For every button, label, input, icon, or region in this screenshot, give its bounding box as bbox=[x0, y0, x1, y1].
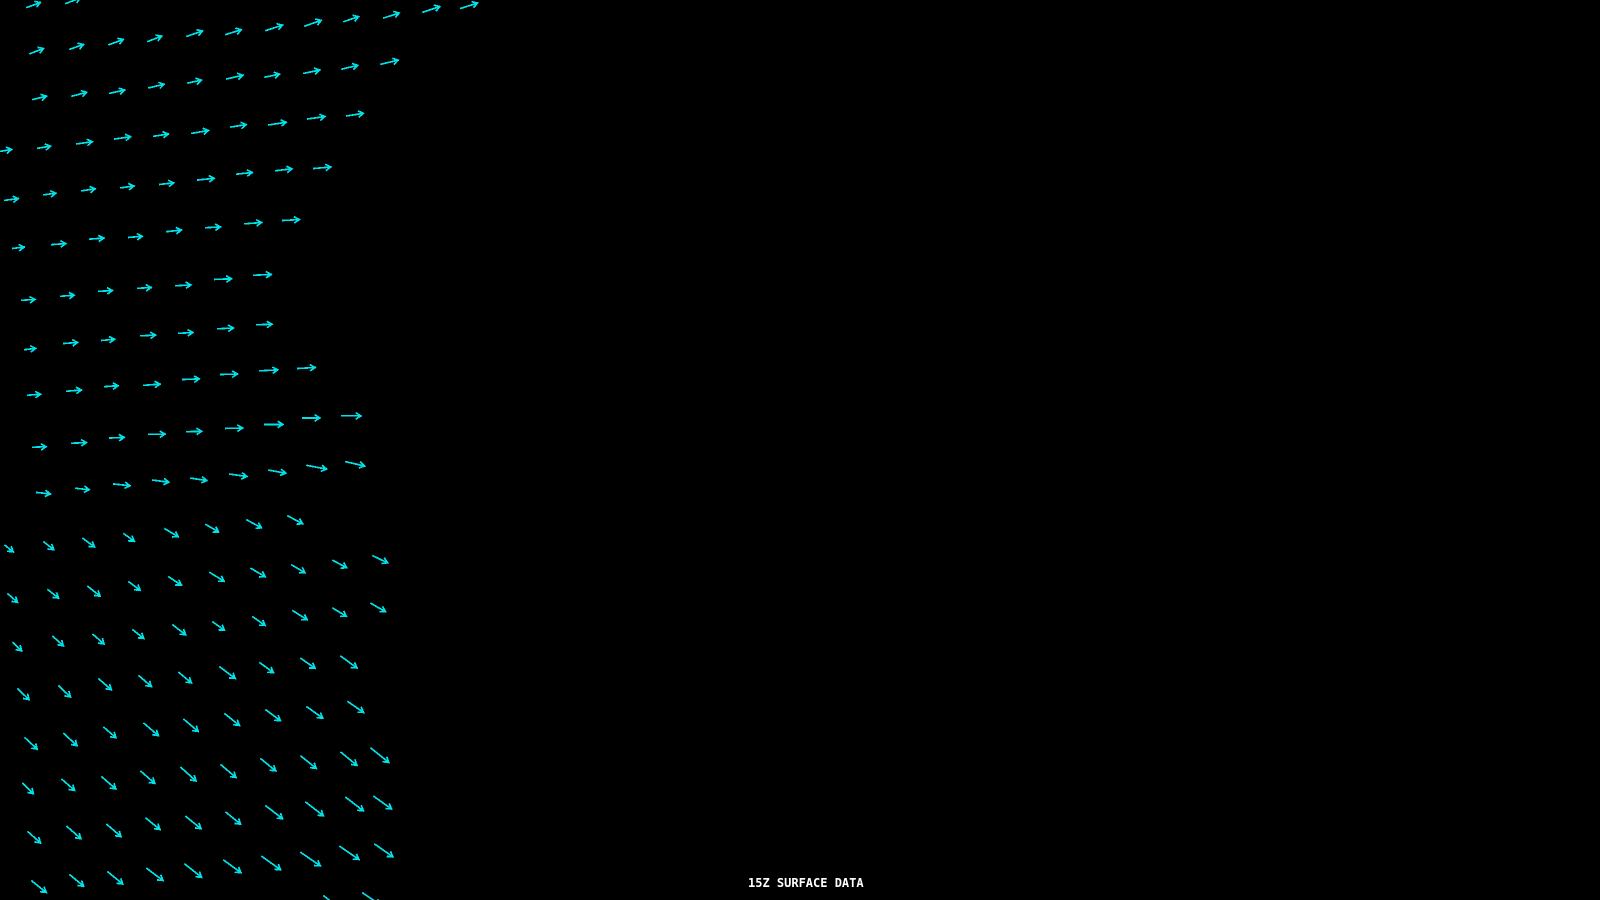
wind-arrow bbox=[301, 756, 316, 768]
wind-arrow bbox=[333, 608, 346, 616]
wind-arrow bbox=[304, 68, 320, 73]
wind-arrow bbox=[269, 120, 286, 126]
wind-arrow bbox=[187, 429, 202, 435]
wind-arrow bbox=[260, 367, 278, 373]
plot-caption: 15Z SURFACE DATA bbox=[748, 876, 864, 890]
wind-arrow bbox=[187, 30, 202, 37]
wind-arrow bbox=[224, 860, 241, 872]
wind-arrow bbox=[384, 12, 399, 18]
wind-arrow bbox=[83, 538, 94, 547]
wind-arrow bbox=[141, 771, 155, 783]
wind-arrow bbox=[226, 425, 243, 431]
wind-arrow bbox=[342, 64, 358, 69]
wind-arrow bbox=[146, 818, 160, 829]
wind-arrow bbox=[99, 288, 112, 294]
wind-arrow bbox=[213, 622, 224, 630]
wind-arrow bbox=[25, 346, 36, 352]
wind-arrow bbox=[266, 806, 283, 819]
wind-arrow bbox=[292, 565, 305, 573]
wind-arrow bbox=[70, 43, 83, 49]
wind-arrow bbox=[59, 686, 70, 697]
wind-arrow bbox=[160, 181, 174, 187]
wind-arrow bbox=[461, 2, 477, 9]
wind-arrow bbox=[301, 853, 320, 866]
wind-arrow bbox=[30, 48, 43, 54]
wind-arrow bbox=[173, 625, 186, 635]
wind-arrow bbox=[257, 322, 272, 328]
wind-arrow bbox=[38, 144, 50, 150]
wind-arrow bbox=[114, 483, 130, 489]
wind-arrow bbox=[185, 864, 202, 877]
wind-arrow bbox=[66, 0, 80, 3]
wind-arrow bbox=[64, 734, 77, 746]
wind-arrow bbox=[179, 673, 191, 683]
wind-arrow bbox=[346, 462, 365, 468]
wind-arrow bbox=[423, 5, 440, 12]
wind-arrow bbox=[144, 723, 158, 735]
wind-arrow bbox=[191, 477, 207, 483]
wind-arrow bbox=[221, 765, 236, 778]
wind-arrow bbox=[28, 832, 41, 843]
wind-arrow bbox=[110, 435, 124, 441]
wind-arrow bbox=[144, 382, 160, 388]
wind-arrow bbox=[104, 727, 116, 737]
wind-arrow bbox=[265, 422, 283, 428]
wind-arrow bbox=[276, 167, 292, 173]
wind-arrow bbox=[61, 293, 74, 299]
wind-arrow bbox=[108, 872, 123, 884]
wind-arrow bbox=[298, 365, 315, 371]
wind-arrow bbox=[99, 679, 111, 690]
wind-arrow bbox=[183, 376, 199, 382]
wind-arrow bbox=[371, 748, 389, 762]
wind-arrow bbox=[121, 184, 134, 190]
wind-arrow bbox=[37, 491, 50, 497]
wind-arrow bbox=[102, 337, 115, 343]
wind-arrow bbox=[186, 817, 201, 829]
wind-arrow bbox=[245, 220, 262, 226]
wind-arrow bbox=[62, 779, 75, 790]
wind-arrow bbox=[192, 129, 208, 135]
wind-arrow bbox=[5, 196, 18, 202]
wind-arrow bbox=[148, 35, 162, 41]
wind-arrow bbox=[93, 634, 104, 644]
wind-arrow bbox=[237, 170, 252, 176]
wind-arrow bbox=[141, 333, 155, 339]
wind-arrow bbox=[324, 896, 339, 900]
wind-arrow bbox=[269, 470, 286, 475]
wind-arrow bbox=[306, 802, 323, 816]
wind-arrow bbox=[344, 16, 358, 22]
wind-arrow bbox=[5, 545, 13, 552]
wind-arrow bbox=[293, 611, 307, 620]
wind-arrow bbox=[107, 825, 121, 837]
wind-arrow bbox=[67, 388, 81, 394]
wind-arrow bbox=[147, 869, 163, 881]
wind-arrow bbox=[0, 147, 12, 153]
wind-arrow bbox=[48, 590, 59, 598]
wind-arrow bbox=[139, 676, 151, 687]
wind-arrow bbox=[52, 241, 66, 247]
wind-arrow bbox=[32, 881, 46, 892]
wind-arrow bbox=[105, 383, 118, 389]
wind-arrow bbox=[28, 392, 41, 398]
wind-arrow bbox=[305, 19, 321, 26]
wind-arrow bbox=[221, 371, 237, 377]
wind-arrow bbox=[226, 812, 241, 824]
wind-arrow bbox=[44, 191, 56, 197]
wind-arrow bbox=[225, 714, 239, 726]
wind-arrow bbox=[181, 768, 196, 781]
wind-arrow bbox=[346, 798, 363, 811]
wind-arrow bbox=[308, 115, 325, 121]
wind-arrow bbox=[33, 95, 46, 100]
wind-arrow bbox=[266, 710, 280, 721]
wind-arrow bbox=[153, 479, 169, 485]
wind-arrow bbox=[247, 520, 261, 528]
wind-arrow bbox=[18, 689, 29, 700]
wind-arrow bbox=[124, 534, 134, 542]
wind-arrow bbox=[307, 707, 323, 718]
wind-arrow bbox=[154, 132, 168, 138]
wind-arrow bbox=[184, 719, 198, 731]
wind-arrow bbox=[363, 893, 380, 900]
wind-arrow bbox=[341, 752, 357, 765]
wind-arrow bbox=[307, 465, 327, 471]
wind-arrow bbox=[188, 78, 201, 84]
wind-arrow bbox=[374, 797, 391, 809]
wind-arrow bbox=[340, 847, 359, 860]
wind-arrow bbox=[230, 473, 247, 479]
wind-arrow bbox=[254, 272, 271, 278]
wind-arrow bbox=[25, 738, 37, 749]
wind-arrow bbox=[261, 759, 276, 771]
wind-arrow bbox=[138, 285, 151, 291]
wind-arrow bbox=[109, 38, 123, 44]
wind-arrow bbox=[27, 2, 40, 8]
wind-arrow bbox=[375, 844, 393, 857]
wind-arrow bbox=[341, 656, 357, 668]
wind-arrow bbox=[266, 24, 282, 31]
wind-arrow bbox=[23, 784, 33, 794]
wind-arrow bbox=[347, 111, 363, 117]
wind-arrow bbox=[165, 529, 178, 537]
wind-arrow bbox=[76, 487, 89, 493]
wind-arrow bbox=[33, 444, 46, 450]
wind-arrow bbox=[77, 140, 92, 146]
wind-arrow bbox=[8, 594, 17, 602]
wind-arrow bbox=[371, 603, 385, 611]
wind-arrow bbox=[206, 224, 220, 230]
wind-arrow bbox=[102, 777, 116, 789]
wind-arrow bbox=[133, 630, 144, 639]
wind-arrow bbox=[314, 165, 331, 171]
wind-arrow bbox=[13, 643, 22, 651]
wind-arrow bbox=[227, 74, 243, 79]
wind-arrow bbox=[169, 577, 181, 585]
wind-arrow bbox=[72, 440, 86, 446]
wind-arrow bbox=[198, 176, 214, 182]
wind-arrow bbox=[115, 135, 131, 141]
wind-arrow bbox=[381, 59, 398, 65]
wind-arrow bbox=[262, 857, 281, 870]
wind-arrow bbox=[167, 228, 181, 234]
wind-arrow bbox=[53, 637, 63, 646]
wind-arrow bbox=[72, 91, 87, 96]
wind-arrow bbox=[129, 234, 142, 240]
wind-arrow bbox=[149, 83, 164, 88]
wind-arrow bbox=[253, 617, 265, 625]
wind-arrow bbox=[70, 875, 84, 886]
wind-arrow bbox=[176, 282, 191, 288]
wind-arrow bbox=[265, 72, 279, 77]
wind-arrow bbox=[373, 556, 388, 564]
wind-arrow bbox=[220, 667, 235, 678]
wind-arrow bbox=[210, 573, 224, 582]
wind-arrow bbox=[215, 276, 231, 282]
wind-arrow bbox=[333, 560, 347, 568]
wind-arrow bbox=[90, 236, 104, 242]
wind-arrow bbox=[283, 217, 299, 223]
wind-arrow bbox=[288, 516, 303, 524]
wind-arrow bbox=[303, 415, 320, 421]
wind-arrow bbox=[110, 88, 124, 93]
wind-arrow bbox=[348, 702, 364, 713]
wind-arrow bbox=[13, 245, 24, 251]
wind-arrow bbox=[301, 659, 315, 669]
wind-arrow bbox=[64, 340, 78, 346]
wind-arrow bbox=[82, 187, 95, 193]
wind-arrow bbox=[88, 587, 100, 597]
wind-arrow bbox=[129, 582, 140, 590]
wind-arrow bbox=[251, 568, 265, 577]
wind-arrow bbox=[22, 297, 35, 303]
wind-arrow bbox=[226, 28, 241, 34]
wind-arrow bbox=[179, 330, 193, 336]
wind-arrow bbox=[149, 431, 165, 437]
wind-arrow bbox=[218, 325, 233, 331]
wind-arrow bbox=[67, 827, 81, 839]
wind-arrow bbox=[231, 123, 246, 129]
wind-arrow bbox=[206, 525, 219, 533]
wind-arrow bbox=[260, 663, 273, 673]
wind-arrow bbox=[342, 413, 361, 419]
wind-arrow bbox=[44, 542, 54, 550]
